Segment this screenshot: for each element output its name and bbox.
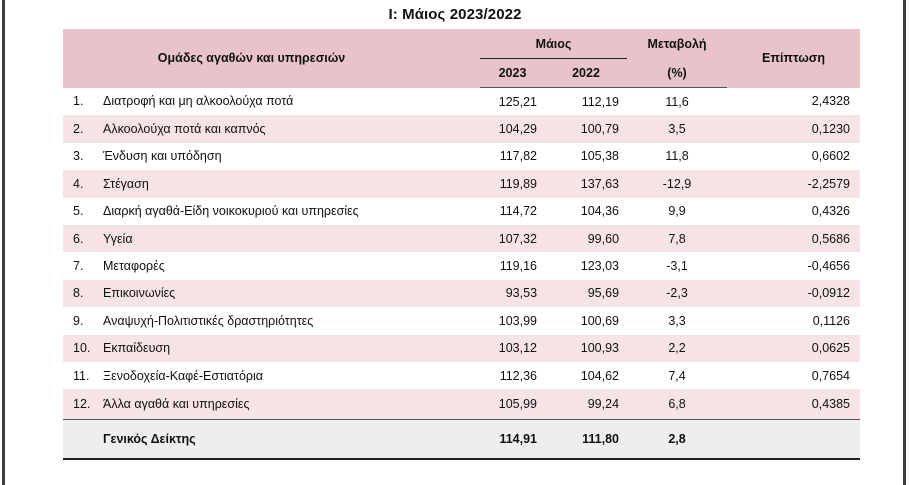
row-value-2022: 112,19: [581, 94, 620, 109]
table-row: [63, 389, 860, 420]
row-change: 11,6: [665, 94, 689, 109]
row-value-2022: 99,24: [545, 389, 627, 420]
row-impact: 0,7654: [811, 368, 851, 383]
row-impact: 2,4328: [811, 94, 851, 109]
row-impact: 0,1230: [727, 115, 860, 142]
total-impact: [727, 420, 860, 460]
row-value-2022: 95,69: [545, 280, 627, 307]
row-impact: 0,1126: [812, 313, 851, 328]
row-number: 7.: [73, 259, 84, 274]
row-value-2022: 137,63: [545, 170, 627, 197]
row-impact: -0,4656: [807, 259, 851, 274]
row-impact: 0,6602: [811, 149, 851, 164]
row-change: 9,9: [668, 204, 686, 219]
header-groups: Ομάδες αγαθών και υπηρεσιών: [63, 29, 480, 88]
row-value-2022: 99,60: [545, 225, 627, 252]
total-change: 2,8: [627, 420, 727, 460]
table-row: [63, 225, 860, 252]
row-number: 3.: [73, 149, 84, 164]
frame-right-border: [903, 0, 906, 485]
table-row: [63, 335, 860, 362]
row-change: 2,2: [627, 335, 727, 362]
row-change: 3,3: [668, 313, 686, 328]
row-group-name: Μεταφορές: [103, 259, 165, 274]
row-value-2023: 93,53: [480, 280, 545, 307]
table-row: [63, 143, 860, 170]
row-group-name: Ξενοδοχεία-Καφέ-Εστιατόρια: [103, 368, 264, 383]
total-row: [63, 420, 860, 460]
table-row: [63, 88, 860, 116]
row-change: 6,8: [627, 389, 727, 420]
row-value-2023: 117,82: [499, 149, 538, 164]
table-row: [63, 252, 860, 279]
row-number: 12.: [63, 389, 103, 420]
row-group-name: Ένδυση και υπόδηση: [103, 149, 222, 164]
row-number: 5.: [73, 204, 84, 219]
row-group-name: Εκπαίδευση: [103, 335, 480, 362]
table-row: [63, 362, 860, 389]
row-value-2022: 123,03: [580, 259, 620, 274]
total-value-2022: 111,80: [545, 420, 627, 460]
header-change-unit: (%): [627, 59, 727, 88]
row-number: 11.: [73, 368, 90, 383]
row-value-2023: 119,89: [480, 170, 545, 197]
row-group-name: Αναψυχή-Πολιτιστικές δραστηριότητες: [103, 313, 314, 328]
header-impact: Επίπτωση: [727, 29, 860, 88]
row-group-name: Διατροφή και μη αλκοολούχα ποτά: [103, 94, 294, 109]
row-impact: 0,0625: [727, 335, 860, 362]
row-value-2022: 100,79: [545, 115, 627, 142]
total-spacer: [63, 420, 103, 460]
row-group-name: Επικοινωνίες: [103, 280, 480, 307]
row-number: 6.: [63, 225, 103, 252]
table-title: Ι: Μάιος 2023/2022: [388, 6, 522, 23]
cpi-table: [63, 29, 860, 460]
header-year-2023: 2023: [480, 59, 545, 88]
row-value-2022: 100,69: [580, 313, 620, 328]
total-value-2023: 114,91: [480, 420, 545, 460]
row-value-2023: 112,36: [499, 368, 538, 383]
row-group-name: Άλλα αγαθά και υπηρεσίες: [103, 389, 480, 420]
row-value-2023: 104,29: [480, 115, 545, 142]
row-group-name: Διαρκή αγαθά-Είδη νοικοκυριού και υπηρεσίες: [103, 204, 359, 219]
row-impact: 0,4326: [811, 204, 851, 219]
table-row: [63, 198, 860, 225]
header-row-top: [63, 29, 860, 59]
row-number: 10.: [63, 335, 103, 362]
row-change: -2,3: [627, 280, 727, 307]
row-group-name: Υγεία: [103, 225, 480, 252]
row-number: 2.: [63, 115, 103, 142]
row-change: 3,5: [627, 115, 727, 142]
row-value-2023: 114,72: [499, 204, 538, 219]
row-number: 9.: [73, 313, 84, 328]
row-value-2022: 104,36: [580, 204, 620, 219]
table-row: [63, 170, 860, 197]
row-value-2023: 105,99: [480, 389, 545, 420]
table-row: [63, 307, 860, 334]
row-value-2022: 105,38: [580, 149, 620, 164]
row-value-2022: 104,62: [580, 368, 620, 383]
row-impact: 0,5686: [727, 225, 860, 252]
row-impact: -2,2579: [727, 170, 860, 197]
row-change: 7,4: [668, 368, 686, 383]
row-group-name: Αλκοολούχα ποτά και καπνός: [103, 115, 480, 142]
row-value-2023: 103,12: [480, 335, 545, 362]
row-number: 8.: [63, 280, 103, 307]
row-value-2023: 103,99: [498, 313, 538, 328]
table-row: [63, 280, 860, 307]
row-value-2022: 100,93: [545, 335, 627, 362]
table-row: [63, 115, 860, 142]
row-change: 7,8: [627, 225, 727, 252]
row-number: 4.: [63, 170, 103, 197]
row-change: -12,9: [627, 170, 727, 197]
header-year-2022: 2022: [545, 59, 627, 88]
row-impact: 0,4385: [727, 389, 860, 420]
frame-left-border: [2, 0, 5, 485]
row-change: 11,8: [665, 149, 689, 164]
row-change: -3,1: [666, 259, 688, 274]
total-label: Γενικός Δείκτης: [103, 420, 480, 460]
header-change: Μεταβολή: [627, 29, 727, 59]
row-number: 1.: [73, 94, 84, 109]
row-value-2023: 125,21: [498, 94, 538, 109]
row-value-2023: 107,32: [480, 225, 545, 252]
row-impact: -0,0912: [727, 280, 860, 307]
header-may: Μάιος: [480, 29, 627, 59]
row-value-2023: 119,16: [499, 259, 538, 274]
row-group-name: Στέγαση: [103, 170, 480, 197]
